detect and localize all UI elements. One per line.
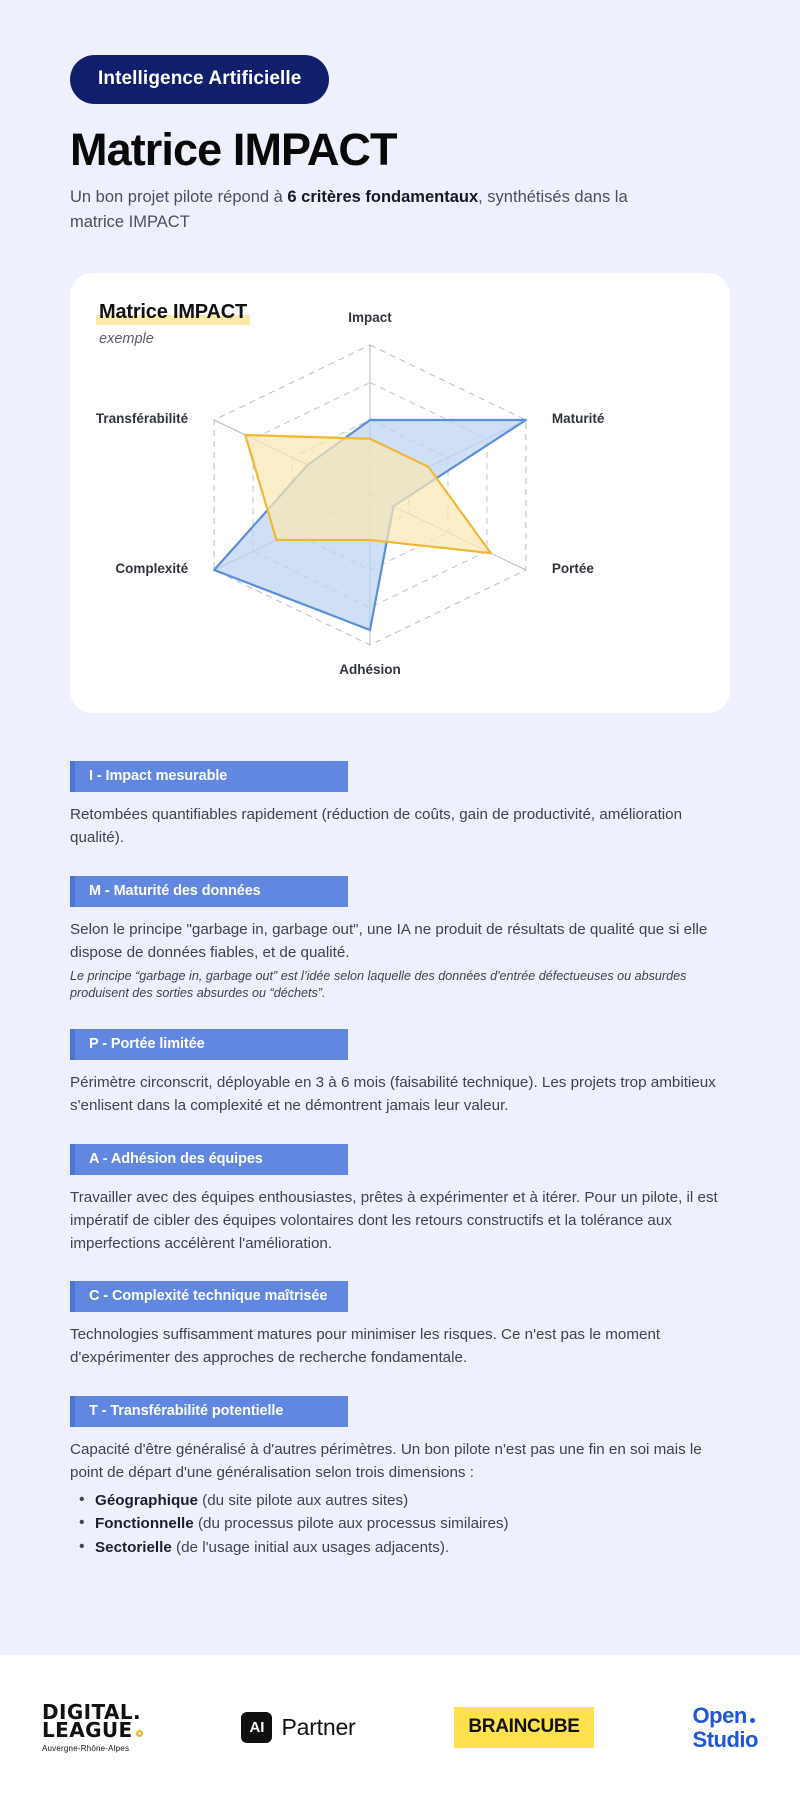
radar-chart-card [70,273,730,713]
logo-open-studio-line1: Open [692,1702,747,1728]
page-subtitle [70,185,650,235]
page-title: Matrice IMPACT [70,124,397,175]
logo-open-studio-line2: Studio [692,1726,758,1752]
logo-digital-league [42,1699,143,1753]
logo-open-studio-line1-row [692,1702,755,1728]
logo-dot-icon [750,1718,755,1723]
criterion-label: C - Complexité technique maîtrisée [70,1281,348,1312]
radar-chart-svg [70,273,626,713]
criterion-label: T - Transférabilité potentielle [70,1396,348,1427]
criterion-portee [70,1029,730,1118]
logo-braincube-line2: CUBE [527,1716,580,1738]
criterion-bullet [70,1489,730,1513]
criteria-list [70,761,730,1559]
criterion-label: P - Portée limitée [70,1029,348,1060]
logo-digital-league-line2-row [42,1718,143,1743]
criterion-transferabilite [70,1396,730,1559]
logo-digital-league-line2: LEAGUE [42,1718,133,1743]
criterion-body: Périmètre circonscrit, déployable en 3 à 6 mois (faisabilité technique). Les projets trop ambitieux s'enlisent dans la complexité et ne démontrent jamais leur valeur. [70,1074,716,1115]
logo-circle-icon [136,1730,143,1737]
logo-ai-partner [241,1712,355,1743]
axis-label-complexite: Complexité [115,561,189,577]
axis-label-maturite: Maturité [551,411,605,427]
subtitle-emphasis: 6 critères fondamentaux [287,188,479,207]
logo-braincube-line1: BRAIN [468,1716,528,1738]
ai-badge-icon: AI [241,1712,272,1743]
criterion-body: Selon le principe "garbage in, garbage out", une IA ne produit de résultats de qualité que si elle dispose de données fiables, et de qualité. [70,921,708,961]
criterion-label: I - Impact mesurable [70,761,348,792]
criterion-bullet-list [70,1489,730,1560]
criterion-bullet [70,1512,730,1536]
criterion-body: Retombées quantifiables rapidement (réduction de coûts, gain de productivité, amélioration qualité). [70,806,683,847]
logo-digital-league-line1: DIGITAL. [42,1699,142,1724]
subtitle-pre: Un bon projet pilote répond à [70,188,288,207]
criterion-body: Technologies suffisamment matures pour minimiser les risques. Ce n'est pas le moment d'expérimenter des approches de recherche fondamentale. [70,1326,661,1367]
criterion-impact [70,761,730,850]
logo-braincube [454,1707,593,1748]
logo-open-studio [692,1702,758,1752]
axis-label-transferabilite: Transférabilité [95,411,189,427]
axis-label-portee: Portée [551,561,594,577]
logo-digital-league-region: Auvergne-Rhône-Alpes [42,1743,130,1753]
criterion-bullet-text: (du site pilote aux autres sites) [197,1491,409,1509]
criterion-label: M - Maturité des données [70,876,348,907]
logo-ai-partner-text: Partner [281,1714,356,1740]
criterion-bullet-text: (du processus pilote aux processus similaires) [193,1515,509,1533]
criterion-bullet-term: Géographique [95,1491,198,1509]
criterion-bullet-text: (de l'usage initial aux usages adjacents). [171,1538,450,1556]
chart-title: Matrice IMPACT [96,301,250,325]
criterion-bullet-term: Fonctionnelle [95,1515,194,1533]
category-badge: Intelligence Artificielle [70,55,329,104]
criterion-adhesion [70,1144,730,1255]
radar-chart [70,273,730,713]
criterion-body: Capacité d'être généralisé à d'autres périmètres. Un bon pilote n'est pas une fin en soi mais le point de départ d'une généralisation selon trois dimensions : [70,1440,702,1481]
criterion-complexite [70,1281,730,1370]
criterion-note: Le principe “garbage in, garbage out” est l’idée selon laquelle des données d'entrée défectueuses ou absurdes produisent des sorties absurdes ou “déchets”. [70,968,687,1001]
criterion-maturite [70,876,730,1003]
chart-subtitle: exemple [99,331,154,348]
criterion-bullet [70,1536,730,1560]
axis-label-impact: Impact [348,310,392,326]
criterion-bullet-term: Sectorielle [95,1538,172,1556]
criterion-body: Travailler avec des équipes enthousiastes, prêtes à expérimenter et à itérer. Pour un pilote, il est impératif de cibler des équipes volontaires dont les retours constructifs et la tolérance aux imperfections accélèrent l'amélioration. [70,1188,718,1252]
subtitle-post: , synthétisés dans la matrice IMPACT [70,188,628,232]
partner-logo-bar [0,1655,800,1800]
criterion-label: A - Adhésion des équipes [70,1144,348,1175]
axis-label-adhesion: Adhésion [339,662,401,678]
